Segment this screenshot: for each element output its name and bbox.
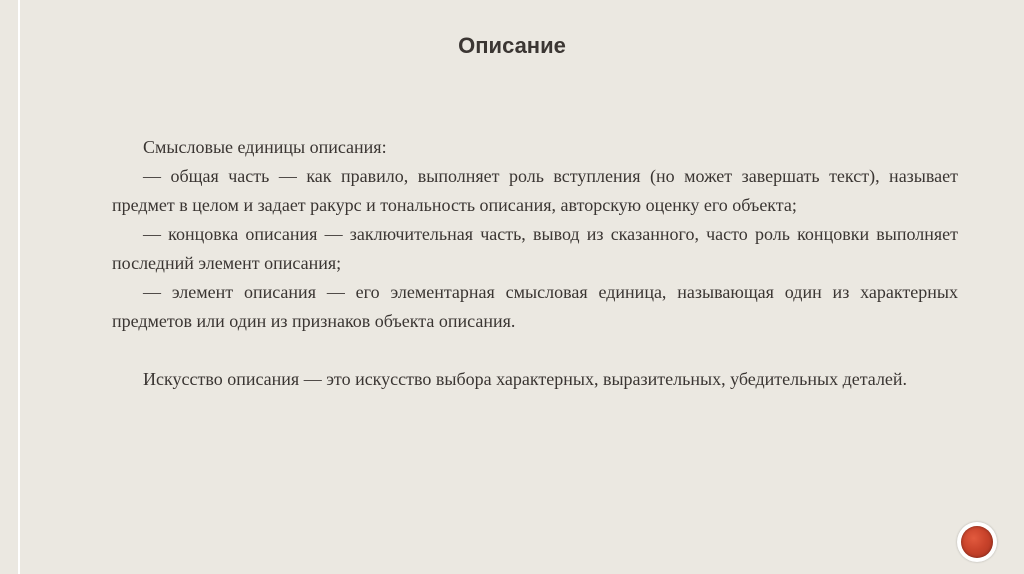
paragraph-spacer <box>112 336 958 365</box>
badge-inner-circle <box>961 526 993 558</box>
left-border-line <box>18 0 20 574</box>
paragraph-element: — элемент описания — его элементарная смысловая единица, называющая один из характерных предметов или один из признаков объекта описания. <box>112 282 958 331</box>
heading-colon: : <box>381 137 387 157</box>
paragraph-art-of-description: Искусство описания — это искусство выбора характерных, выразительных, убедительных деталей. <box>143 369 908 389</box>
paragraph-general-part: — общая часть — как правило, выполняет роль вступления (но может завершать текст), называет предмет в целом и задает ракурс и тональность описания, авторскую оценку его объекта; <box>112 166 958 215</box>
body-heading <box>112 133 958 162</box>
slide-body <box>112 133 958 394</box>
red-circle-badge-icon <box>957 522 997 562</box>
paragraph-ending: — концовка описания — заключительная часть, вывод из сказанного, часто роль концовки выполняет последний элемент описания; <box>112 224 958 273</box>
slide-title: Описание <box>458 33 566 58</box>
heading-text: Смысловые единицы описания <box>143 137 382 157</box>
